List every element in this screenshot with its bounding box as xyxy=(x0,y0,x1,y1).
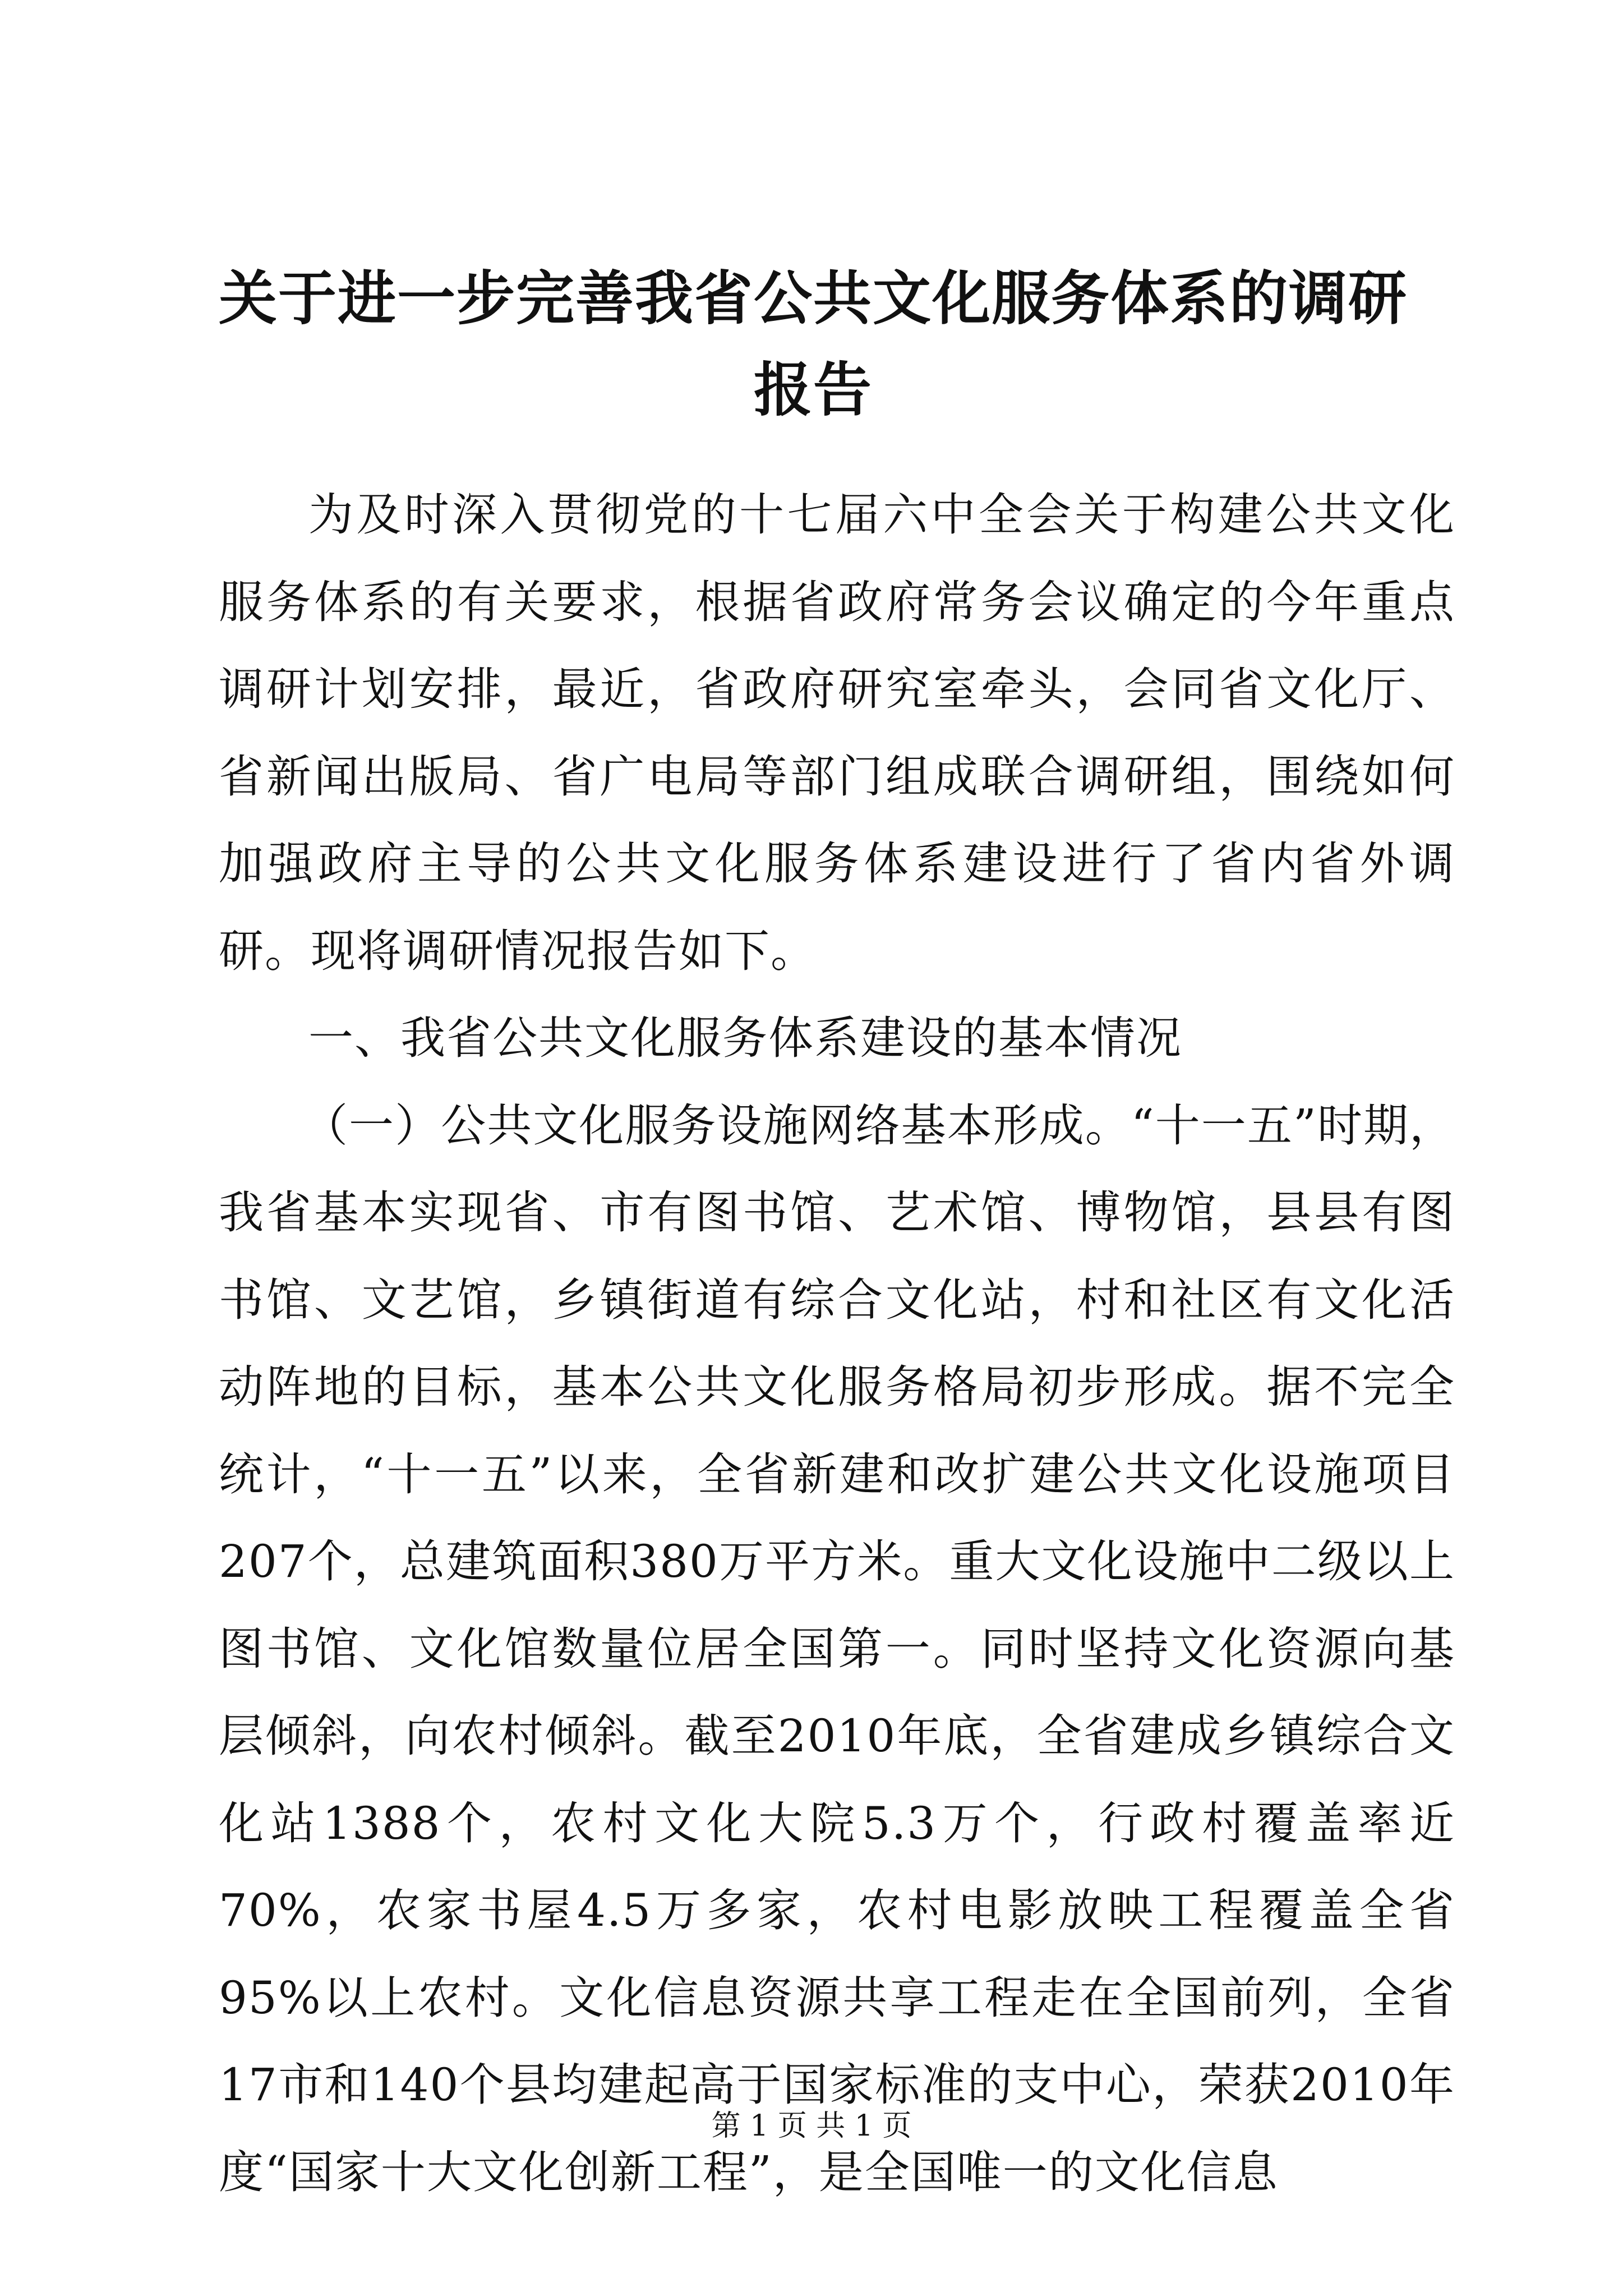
title-line-2: 报告 xyxy=(753,355,873,424)
document-body xyxy=(219,471,1455,2216)
subsection-paragraph: （一）公共文化服务设施网络基本形成。“十一五”时期，我省基本实现省、市有图书馆、艺术馆、博物馆，县县有图书馆、文艺馆，乡镇街道有综合文化站，村和社区有文化活动阵地的目标，基本公共文化服务格局初步形成。据不完全统计，“十一五”以来，全省新建和改扩建公共文化设施项目207个，总建筑面积380万平方米。重大文化设施中二级以上图书馆、文化馆数量位居全国第一。同时坚持文化资源向基层倾斜，向农村倾斜。截至2010年底，全省建成乡镇综合文化站1388个，农村文化大院5.3万个，行政村覆盖率近70%，农家书屋4.5万多家，农村电影放映工程覆盖全省95%以上农村。文化信息资源共享工程走在全国前列，全省17市和140个县均建起高于国家标准的支中心，荣获2010年度“国家十大文化创新工程”，是全国唯一的文化信息 xyxy=(219,1099,1455,2198)
document-title xyxy=(213,252,1413,435)
section-heading: 一、我省公共文化服务体系建设的基本情况 xyxy=(308,1012,1182,1064)
page-footer: 第 1 页 共 1 页 xyxy=(711,2109,912,2143)
title-line-1: 关于进一步完善我省公共文化服务体系的调研 xyxy=(218,264,1408,333)
intro-paragraph: 为及时深入贯彻党的十七届六中全会关于构建公共文化服务体系的有关要求，根据省政府常务会议确定的今年重点调研计划安排，最近，省政府研究室牵头，会同省文化厅、省新闻出版局、省广电局等部门组成联合调研组，围绕如何加强政府主导的公共文化服务体系建设进行了省内省外调研。现将调研情况报告如下。 xyxy=(219,489,1455,977)
